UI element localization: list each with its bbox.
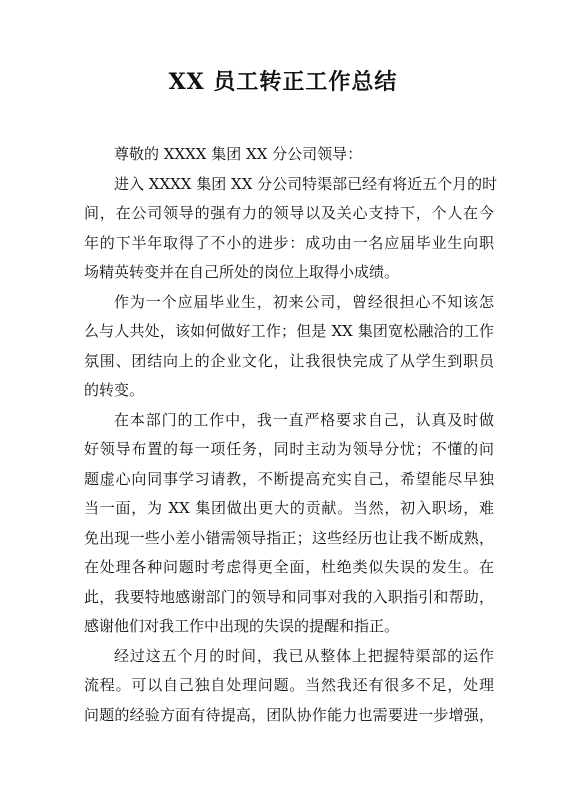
text-line: 作为一个应届毕业生，初来公司，曾经很担心不知该怎 [114, 292, 494, 311]
document-title: XX 员工转正工作总结 [168, 69, 398, 95]
paragraph-1 [84, 170, 498, 288]
paragraph-4 [84, 642, 494, 731]
text-line: 年的下半年取得了不小的进步：成功由一名应届毕业生向职 [84, 233, 494, 252]
text-line: 好领导布置的每一项任务，同时主动为领导分忧；不懂的问 [84, 440, 494, 458]
text-line: 间，在公司领导的强有力的领导以及关心支持下，个人在今 [84, 204, 494, 222]
paragraph-2 [84, 288, 494, 406]
text-line: 在本部门的工作中，我一直严格要求自己，认真及时做 [114, 410, 494, 429]
salutation: 尊敬的 XXXX 集团 XX 分公司领导： [114, 145, 363, 163]
text-line: 当一面，为 XX 集团做出更大的贡献。当然，初入职场，难 [84, 499, 494, 517]
document-body [84, 140, 498, 730]
text-line: 经过这五个月的时间，我已从整体上把握特渠部的运作 [114, 646, 494, 665]
text-line: 的转变。 [84, 381, 145, 399]
text-line: 场精英转变并在自己所处的岗位上取得小成绩。 [84, 263, 400, 281]
text-line: 感谢他们对我工作中出现的失误的提醒和指正。 [84, 617, 400, 635]
text-line: 流程。可以自己独自处理问题。当然我还有很多不足，处理 [84, 676, 494, 694]
text-line: 免出现一些小差小错需领导指正；这些经历也让我不断成熟， [84, 528, 494, 547]
text-line: 题虚心向同事学习请教，不断提高充实自己，希望能尽早独 [84, 469, 494, 488]
text-line: 在处理各种问题时考虑得更全面，杜绝类似失误的发生。在 [84, 558, 494, 576]
text-line: 进入 XXXX 集团 XX 分公司特渠部已经有将近五个月的时 [114, 174, 498, 193]
text-line: 此，我要特地感谢部门的领导和同事对我的入职指引和帮助， [84, 587, 494, 606]
text-line: 么与人共处，该如何做好工作；但是 XX 集团宽松融洽的工作 [84, 322, 494, 340]
text-line: 问题的经验方面有待提高，团队协作能力也需要进一步增强， [84, 705, 494, 724]
paragraph-3 [84, 406, 494, 642]
text-line: 氛围、团结向上的企业文化，让我很快完成了从学生到职员 [84, 351, 494, 370]
